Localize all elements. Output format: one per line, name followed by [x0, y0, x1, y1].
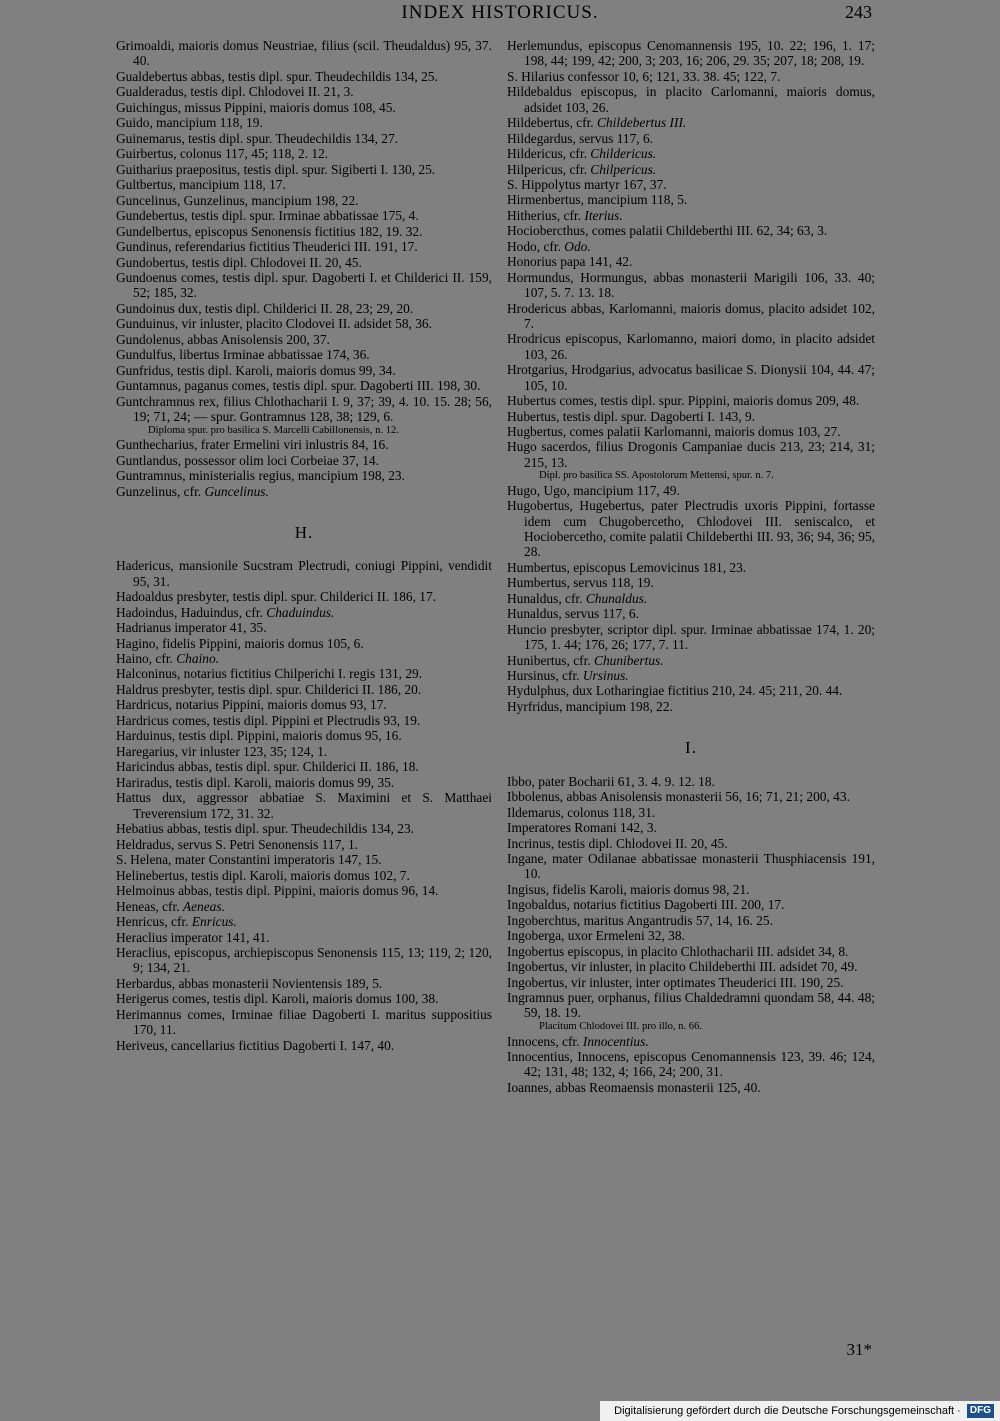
index-entry	[116, 239, 492, 254]
entry-text: Grimoaldi, maioris domus Neustriae, filius (scil. Theudaldus) 95, 37. 40.	[116, 38, 492, 69]
page-header	[0, 0, 1000, 28]
index-entry	[507, 439, 875, 470]
entry-text: S. Hippolytus martyr 167, 37.	[507, 176, 667, 192]
entry-text: Hunibertus, cfr.	[507, 652, 595, 668]
entry-text: Honorius papa 141, 42.	[507, 254, 633, 270]
entry-text: Helinebertus, testis dipl. Karoli, maioris domus 102, 7.	[116, 867, 410, 883]
index-entry	[116, 316, 492, 331]
index-entry	[116, 759, 492, 774]
dfg-logo-badge: DFG	[967, 1404, 994, 1418]
cross-reference: Guncelinus.	[204, 483, 269, 499]
index-entry	[507, 331, 875, 362]
index-entry	[507, 270, 875, 301]
entry-text: Gunzelinus, cfr.	[116, 483, 205, 499]
index-entry	[507, 69, 875, 84]
entry-text: Ibbolenus, abbas Anisolensis monasterii 56, 16; 71, 21; 200, 43.	[507, 789, 850, 805]
entry-text: Huncio presbyter, scriptor dipl. spur. Irminae abbatissae 174, 1. 20; 175, 1. 44; 176, 26; 177, 7. 11.	[507, 621, 875, 653]
cross-reference: Aeneas.	[182, 898, 225, 914]
entry-text: Hagino, fidelis Pippini, maioris domus 105, 6.	[116, 635, 364, 651]
entry-text: Humbertus, servus 118, 19.	[507, 575, 654, 591]
index-entry	[507, 208, 875, 223]
signature-mark: 31*	[846, 1340, 872, 1359]
index-entry	[116, 775, 492, 790]
entry-text: Halconinus, notarius fictitius Chilperichi I. regis 131, 29.	[116, 666, 423, 682]
index-entry	[507, 851, 875, 882]
index-entry	[116, 224, 492, 239]
entry-text: Hugo sacerdos, filius Drogonis Campaniae ducis 213, 23; 214, 31; 215, 13.	[507, 439, 875, 470]
index-entry	[507, 882, 875, 897]
index-entry	[507, 774, 875, 789]
entry-text: Hildericus, cfr.	[507, 146, 591, 162]
entry-text: Hadrianus imperator 41, 35.	[116, 620, 267, 636]
entry-text: Gundoinus dux, testis dipl. Childerici II. 28, 23; 29, 20.	[116, 300, 414, 316]
index-entry	[116, 728, 492, 743]
entry-text: Dipl. pro basilica SS. Apostolorum Mettensi, spur. n. 7.	[539, 470, 774, 482]
entry-text: Gundinus, referendarius fictitius Theuderici III. 191, 17.	[116, 239, 418, 255]
index-entry	[507, 1049, 875, 1080]
index-entry	[116, 976, 492, 991]
entry-text: Gundulfus, libertus Irminae abbatissae 174, 36.	[116, 347, 370, 363]
index-entry	[507, 424, 875, 439]
index-entry	[116, 1007, 492, 1038]
index-entry	[507, 362, 875, 393]
index-entry	[507, 560, 875, 575]
entry-text: Guichingus, missus Pippini, maioris domus 108, 45.	[116, 99, 396, 115]
entry-text: Ingane, mater Odilanae abbatissae monasterii Thusphiacensis 191, 10.	[507, 850, 875, 882]
cross-reference: Ursinus.	[582, 668, 629, 683]
index-entry	[507, 820, 875, 835]
entry-text: Guntlandus, possessor olim loci Corbeiae 37, 14.	[116, 452, 379, 468]
index-entry	[116, 270, 492, 301]
entry-text: Ingobertus episcopus, in placito Chlothacharii III. adsidet 34, 8.	[507, 943, 849, 959]
entry-text: Ildemarus, colonus 118, 31.	[507, 804, 656, 820]
entry-text: Heneas, cfr.	[116, 898, 183, 914]
index-entry	[116, 84, 492, 99]
index-entry	[116, 883, 492, 898]
index-entry	[116, 468, 492, 483]
index-entry	[507, 146, 875, 161]
index-entry	[507, 959, 875, 974]
index-entry	[116, 146, 492, 161]
index-entry	[507, 223, 875, 238]
index-entry	[507, 483, 875, 498]
entry-text: Heriveus, cancellarius fictitius Dagoberti I. 147, 40.	[116, 1037, 395, 1053]
entry-text: Herlemundus, episcopus Cenomannensis 195, 10. 22; 196, 1. 17; 198, 44; 199, 42; 200, 3; 203, 16; 206, 29. 35; 207, 18; 208, 19.	[507, 38, 875, 69]
entry-text: Herimannus comes, Irminae filiae Dagoberti I. maritus suppositius 170, 11.	[116, 1006, 492, 1038]
index-entry	[507, 653, 875, 668]
cross-reference: Childebertus III.	[597, 115, 687, 131]
entry-text: Hildegardus, servus 117, 6.	[507, 130, 654, 146]
entry-text: Hyrfridus, mancipium 198, 22.	[507, 698, 673, 714]
entry-text: Gunfridus, testis dipl. Karoli, maioris domus 99, 34.	[116, 362, 396, 378]
index-entry	[507, 1080, 875, 1095]
entry-text: Helmoinus abbas, testis dipl. Pippini, maioris domus 96, 14.	[116, 883, 439, 899]
index-subentry	[116, 425, 492, 438]
index-entry	[507, 498, 875, 559]
index-entry	[507, 591, 875, 606]
entry-text: Gunthecharius, frater Ermelini viri inlustris 84, 16.	[116, 437, 389, 453]
entry-text: Heraclius imperator 141, 41.	[116, 929, 270, 945]
index-entry	[507, 393, 875, 408]
index-entry	[116, 69, 492, 84]
index-entry	[507, 622, 875, 653]
index-entry	[116, 837, 492, 852]
entry-text: Guitharius praepositus, testis dipl. spur. Sigiberti I. 130, 25.	[116, 161, 436, 177]
entry-text: Guncelinus, Gunzelinus, mancipium 198, 22.	[116, 192, 359, 208]
entry-text: Haricindus abbas, testis dipl. spur. Childerici II. 186, 18.	[116, 759, 419, 775]
index-entry	[507, 254, 875, 269]
entry-text: Hociobercthus, comes palatii Childeberthi III. 62, 34; 63, 3.	[507, 223, 828, 239]
entry-text: Hugobertus, Hugebertus, pater Plectrudis uxoris Pippini, fortasse idem cum Chugobercetho, Chlodovei III. seniscalco, et Hociobercetho, comite palatii Childeberthi III. 93, 36; 94, 36; 95, 28.	[507, 498, 875, 560]
index-entry	[116, 744, 492, 759]
entry-text: S. Helena, mater Constantini imperatoris 147, 15.	[116, 852, 382, 868]
entry-text: Guntramnus, ministerialis regius, mancipium 198, 23.	[116, 468, 405, 484]
entry-text: Hildebertus, cfr.	[507, 115, 597, 131]
entry-text: Hardricus comes, testis dipl. Pippini et Plectrudis 93, 19.	[116, 712, 421, 728]
entry-text: Ingoberga, uxor Ermeleni 32, 38.	[507, 928, 685, 944]
entry-text: Haino, cfr.	[116, 651, 177, 666]
left-column	[116, 38, 492, 1053]
index-entry	[116, 378, 492, 393]
index-entry	[507, 38, 875, 69]
entry-text: Innocens, cfr.	[507, 1033, 583, 1049]
entry-text: Diploma spur. pro basilica S. Marcelli Cabillonensis, n. 12.	[148, 424, 399, 436]
entry-text: Hunaldus, servus 117, 6.	[507, 606, 639, 622]
index-entry	[507, 913, 875, 928]
entry-text: Gundolenus, abbas Anisolensis 200, 37.	[116, 331, 330, 347]
index-subentry	[507, 1021, 875, 1034]
index-entry	[116, 605, 492, 620]
cross-reference: Chaduindus.	[266, 604, 335, 620]
index-entry	[507, 177, 875, 192]
entry-text: Imperatores Romani 142, 3.	[507, 820, 657, 836]
section-letter-heading: H.	[294, 522, 314, 542]
entry-text: Hydulphus, dux Lotharingiae fictitius 210, 24. 45; 211, 20. 44.	[507, 683, 843, 699]
entry-text: Hrotgarius, Hrodgarius, advocatus basilicae S. Dionysii 104, 44. 47; 105, 10.	[507, 362, 875, 393]
entry-text: Herbardus, abbas monasterii Novientensis 189, 5.	[116, 975, 383, 991]
entry-text: Ingoberchtus, maritus Angantrudis 57, 14, 16. 25.	[507, 912, 773, 928]
entry-text: Hebatius abbas, testis dipl. spur. Theudechildis 134, 23.	[116, 821, 415, 837]
entry-text: Hirmenbertus, mancipium 118, 5.	[507, 192, 688, 208]
index-entry	[507, 84, 875, 115]
index-entry	[116, 38, 492, 69]
cross-reference: Childericus.	[590, 146, 657, 162]
index-entry	[116, 162, 492, 177]
index-entry	[507, 683, 875, 698]
entry-text: Humbertus, episcopus Lemovicinus 181, 23.	[507, 559, 747, 575]
index-entry	[507, 805, 875, 820]
index-entry	[507, 897, 875, 912]
index-entry	[507, 131, 875, 146]
cross-reference: Chilpericus.	[590, 161, 657, 177]
entry-text: Harduinus, testis dipl. Pippini, maioris domus 95, 16.	[116, 728, 402, 744]
cross-reference: Enricus.	[191, 914, 237, 930]
cross-reference: Chunibertus.	[594, 652, 664, 668]
index-entry	[116, 100, 492, 115]
index-entry	[507, 975, 875, 990]
index-entry	[116, 1038, 492, 1053]
entry-text: Hitherius, cfr.	[507, 207, 585, 223]
entry-text: Hadericus, mansionile Sucstram Plectrudi, coniugi Pippini, vendidit 95, 31.	[116, 558, 492, 589]
section-letter-heading: I.	[685, 738, 697, 758]
entry-text: Hariradus, testis dipl. Karoli, maioris domus 99, 35.	[116, 774, 395, 790]
entry-text: Guntamnus, paganus comes, testis dipl. spur. Dagoberti III. 198, 30.	[116, 378, 481, 394]
index-entry	[507, 789, 875, 804]
index-entry	[116, 332, 492, 347]
index-entry	[116, 945, 492, 976]
index-entry	[116, 914, 492, 929]
entry-text: Gualdebertus abbas, testis dipl. spur. Theudechildis 134, 25.	[116, 68, 438, 84]
entry-text: Haregarius, vir inluster 123, 35; 124, 1.	[116, 743, 328, 759]
index-entry	[507, 409, 875, 424]
index-entry	[116, 899, 492, 914]
entry-text: Gualderadus, testis dipl. Chlodovei II. 21, 3.	[116, 84, 354, 100]
index-entry	[116, 177, 492, 192]
index-entry	[116, 821, 492, 836]
index-entry	[116, 713, 492, 728]
entry-text: Ingobertus, vir inluster, inter optimates Theuderici III. 190, 25.	[507, 974, 844, 990]
entry-text: Heraclius, episcopus, archiepiscopus Senonensis 115, 13; 119, 2; 120, 9; 134, 21.	[116, 945, 492, 976]
entry-text: Guirbertus, colonus 117, 45; 118, 2. 12.	[116, 146, 329, 162]
entry-text: Ingisus, fidelis Karoli, maioris domus 98, 21.	[507, 881, 750, 897]
index-entry	[116, 437, 492, 452]
index-entry	[507, 162, 875, 177]
entry-text: Hugo, Ugo, mancipium 117, 49.	[507, 482, 680, 498]
entry-text: Hrodricus episcopus, Karlomanno, maiori domo, in placito adsidet 103, 26.	[507, 331, 875, 362]
entry-text: Guinemarus, testis dipl. spur. Theudechildis 134, 27.	[116, 130, 399, 146]
index-entry	[116, 636, 492, 651]
index-entry	[507, 699, 875, 714]
entry-text: Herigerus comes, testis dipl. Karoli, maioris domus 100, 38.	[116, 991, 439, 1007]
index-entry	[507, 1034, 875, 1049]
index-entry	[116, 193, 492, 208]
entry-text: Ingramnus puer, orphanus, filius Chaldedramni quondam 58, 44. 48; 59, 18. 19.	[507, 990, 875, 1021]
entry-text: Innocentius, Innocens, episcopus Cenomannensis 123, 39. 46; 124, 42; 131, 48; 132, 4; 166, 24; 200, 31.	[507, 1049, 875, 1080]
index-entry	[507, 836, 875, 851]
page-number: 243	[845, 2, 872, 22]
footer-credit	[600, 1401, 1000, 1421]
entry-text: Hardricus, notarius Pippini, maioris domus 93, 17.	[116, 697, 387, 713]
entry-text: Ingobaldus, notarius fictitius Dagoberti III. 200, 17.	[507, 897, 785, 913]
index-subentry	[507, 470, 875, 483]
index-entry	[116, 453, 492, 468]
entry-text: Hugbertus, comes palatii Karlomanni, maioris domus 103, 27.	[507, 423, 841, 439]
index-entry	[116, 790, 492, 821]
index-entry	[116, 558, 492, 589]
index-entry	[116, 697, 492, 712]
entry-text: Hormundus, Hormungus, abbas monasterii Marigili 106, 33. 40; 107, 5. 7. 13. 18.	[507, 269, 875, 301]
index-entry	[507, 990, 875, 1021]
entry-text: Hadoindus, Haduindus, cfr.	[116, 604, 267, 620]
cross-reference: Chaino.	[176, 651, 220, 666]
entry-text: Hursinus, cfr.	[507, 668, 583, 683]
index-entry	[116, 589, 492, 604]
index-entry	[116, 666, 492, 681]
entry-text: Hunaldus, cfr.	[507, 590, 586, 606]
entry-text: Hattus dux, aggressor abbatiae S. Maximini et S. Matthaei Treverensium 172, 31. 32.	[116, 790, 492, 821]
index-entry	[507, 192, 875, 207]
index-entry	[116, 208, 492, 223]
footer-text: Digitalisierung gefördert durch die Deutsche Forschungsgemeinschaft ·	[614, 1405, 961, 1417]
entry-text: Hubertus comes, testis dipl. spur. Pippini, maioris domus 209, 48.	[507, 393, 860, 409]
index-entry	[116, 682, 492, 697]
index-entry	[116, 394, 492, 425]
entry-text: S. Hilarius confessor 10, 6; 121, 33. 38. 45; 122, 7.	[507, 68, 781, 84]
entry-text: Incrinus, testis dipl. Chlodovei II. 20, 45.	[507, 835, 728, 851]
cross-reference: Chunaldus.	[585, 590, 648, 606]
entry-text: Heldradus, servus S. Petri Senonensis 117, 1.	[116, 836, 359, 852]
index-entry	[507, 928, 875, 943]
index-entry	[116, 484, 492, 499]
index-entry	[116, 620, 492, 635]
index-entry	[507, 606, 875, 621]
index-entry	[507, 239, 875, 254]
entry-text: Ibbo, pater Bocharii 61, 3. 4. 9. 12. 18.	[507, 773, 715, 789]
index-entry	[116, 115, 492, 130]
index-entry	[507, 944, 875, 959]
entry-text: Gundebertus, testis dipl. spur. Irminae abbatissae 175, 4.	[116, 208, 419, 224]
index-entry	[116, 255, 492, 270]
index-entry	[116, 347, 492, 362]
entry-text: Gunduinus, vir inluster, placito Clodovei II. adsidet 58, 36.	[116, 316, 432, 332]
index-entry	[116, 301, 492, 316]
entry-text: Haldrus presbyter, testis dipl. spur. Childerici II. 186, 20.	[116, 681, 422, 697]
index-entry	[507, 668, 875, 683]
entry-text: Gundoenus comes, testis dipl. spur. Dagoberti I. et Childerici II. 159, 52; 185, 32.	[116, 270, 492, 301]
index-entry	[116, 991, 492, 1006]
entry-text: Hilpericus, cfr.	[507, 161, 591, 177]
entry-text: Hodo, cfr.	[507, 238, 565, 254]
index-entry	[116, 131, 492, 146]
cross-reference: Iterius.	[584, 207, 623, 223]
index-entry	[507, 115, 875, 130]
index-entry	[116, 930, 492, 945]
index-entry	[116, 363, 492, 378]
right-column	[507, 38, 875, 1095]
entry-text: Ingobertus, vir inluster, in placito Childeberthi III. adsidet 70, 49.	[507, 959, 858, 975]
index-entry	[507, 575, 875, 590]
cross-reference: Innocentius.	[582, 1033, 649, 1049]
index-entry	[116, 852, 492, 867]
index-entry	[116, 651, 492, 666]
entry-text: Hrodericus abbas, Karlomanni, maioris domus, placito adsidet 102, 7.	[507, 300, 875, 331]
entry-text: Guntchramnus rex, filius Chlothacharii I. 9, 37; 39, 4. 10. 15. 28; 56, 19; 71, 24; — spur. Gontramnus 128, 38; 129, 6.	[116, 393, 492, 425]
entry-text: Hildebaldus episcopus, in placito Carlomanni, maioris domus, adsidet 103, 26.	[507, 84, 875, 115]
entry-text: Hadoaldus presbyter, testis dipl. spur. Childerici II. 186, 17.	[116, 589, 437, 605]
index-entry	[116, 868, 492, 883]
entry-text: Gundelbertus, episcopus Senonensis fictitius 182, 19. 32.	[116, 223, 423, 239]
entry-text: Hubertus, testis dipl. spur. Dagoberti I. 143, 9.	[507, 408, 756, 424]
entry-text: Henricus, cfr.	[116, 914, 192, 930]
entry-text: Gundobertus, testis dipl. Chlodovei II. 20, 45.	[116, 254, 362, 270]
entry-text: Ioannes, abbas Reomaensis monasterii 125, 40.	[507, 1079, 761, 1095]
index-entry	[507, 301, 875, 332]
entry-text: Guido, mancipium 118, 19.	[116, 115, 263, 131]
entry-text: Gultbertus, mancipium 118, 17.	[116, 177, 286, 193]
entry-text: Placitum Chlodovei III. pro illo, n. 66.	[539, 1020, 703, 1032]
running-title: INDEX HISTORICUS.	[401, 2, 599, 23]
cross-reference: Odo.	[564, 238, 591, 254]
